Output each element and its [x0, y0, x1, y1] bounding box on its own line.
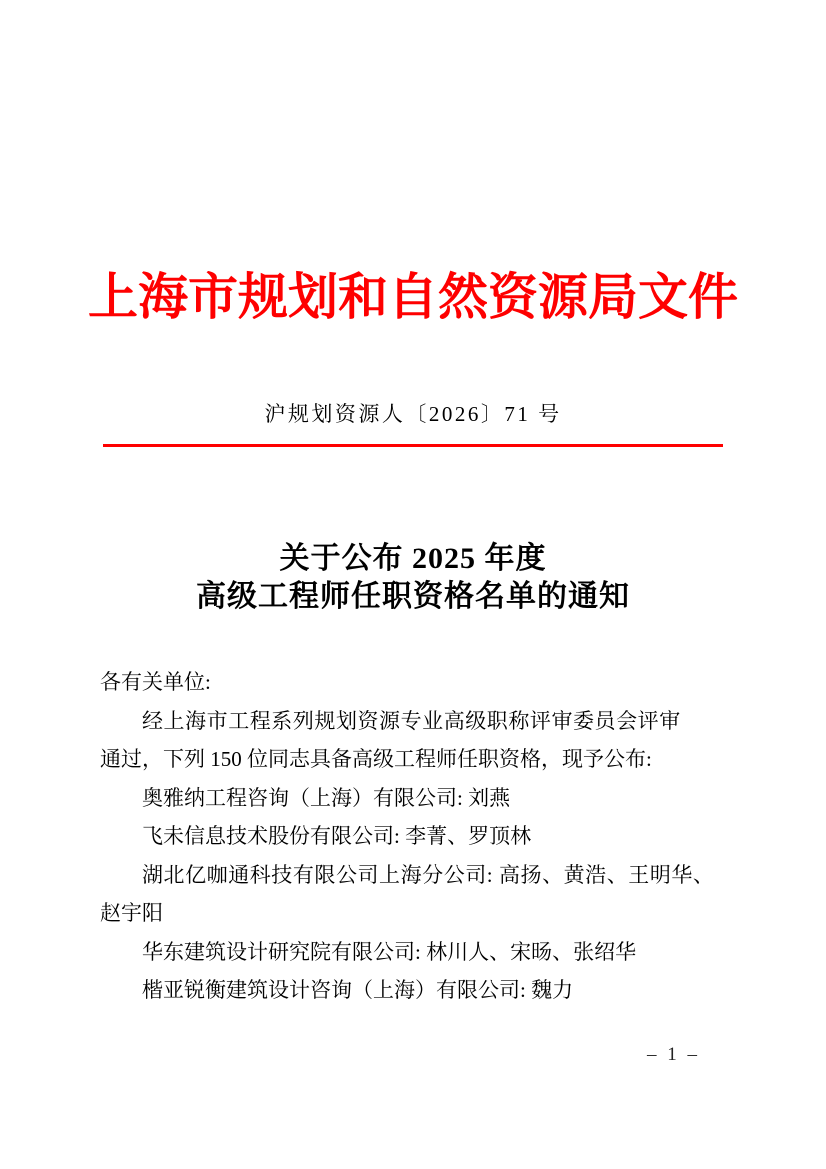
red-divider-line — [103, 444, 723, 447]
salutation: 各有关单位: — [100, 670, 211, 694]
body-line: 华东建筑设计研究院有限公司: 林川人、宋旸、张绍华 — [142, 939, 637, 964]
body-line: 通过，下列 150 位同志具备高级工程师任职资格，现予公布: — [100, 747, 652, 771]
body-line: 楷亚锐衡建筑设计咨询（上海）有限公司: 魏力 — [142, 978, 574, 1002]
body-line: 赵宇阳 — [100, 901, 163, 925]
document-body — [100, 663, 730, 1010]
notice-title — [0, 540, 826, 616]
body-line: 经上海市工程系列规划资源专业高级职称评审委员会评审 — [142, 708, 681, 733]
notice-title-line1: 关于公布 2025 年度 — [279, 542, 547, 575]
document-number: 沪规划资源人〔2026〕71 号 — [264, 402, 562, 426]
body-line: 湖北亿咖通科技有限公司上海分公司: 高扬、黄浩、王明华、 — [142, 862, 715, 887]
body-line: 奥雅纳工程咨询（上海）有限公司: 刘燕 — [142, 785, 511, 810]
body-line: 飞未信息技术股份有限公司: 李菁、罗顶林 — [142, 824, 532, 848]
notice-title-line2: 高级工程师任职资格名单的通知 — [196, 580, 630, 613]
document-header-title: 上海市规划和自然资源局文件 — [88, 269, 738, 325]
body-paragraphs — [100, 702, 730, 1010]
page-number: – 1 – — [647, 1044, 700, 1065]
